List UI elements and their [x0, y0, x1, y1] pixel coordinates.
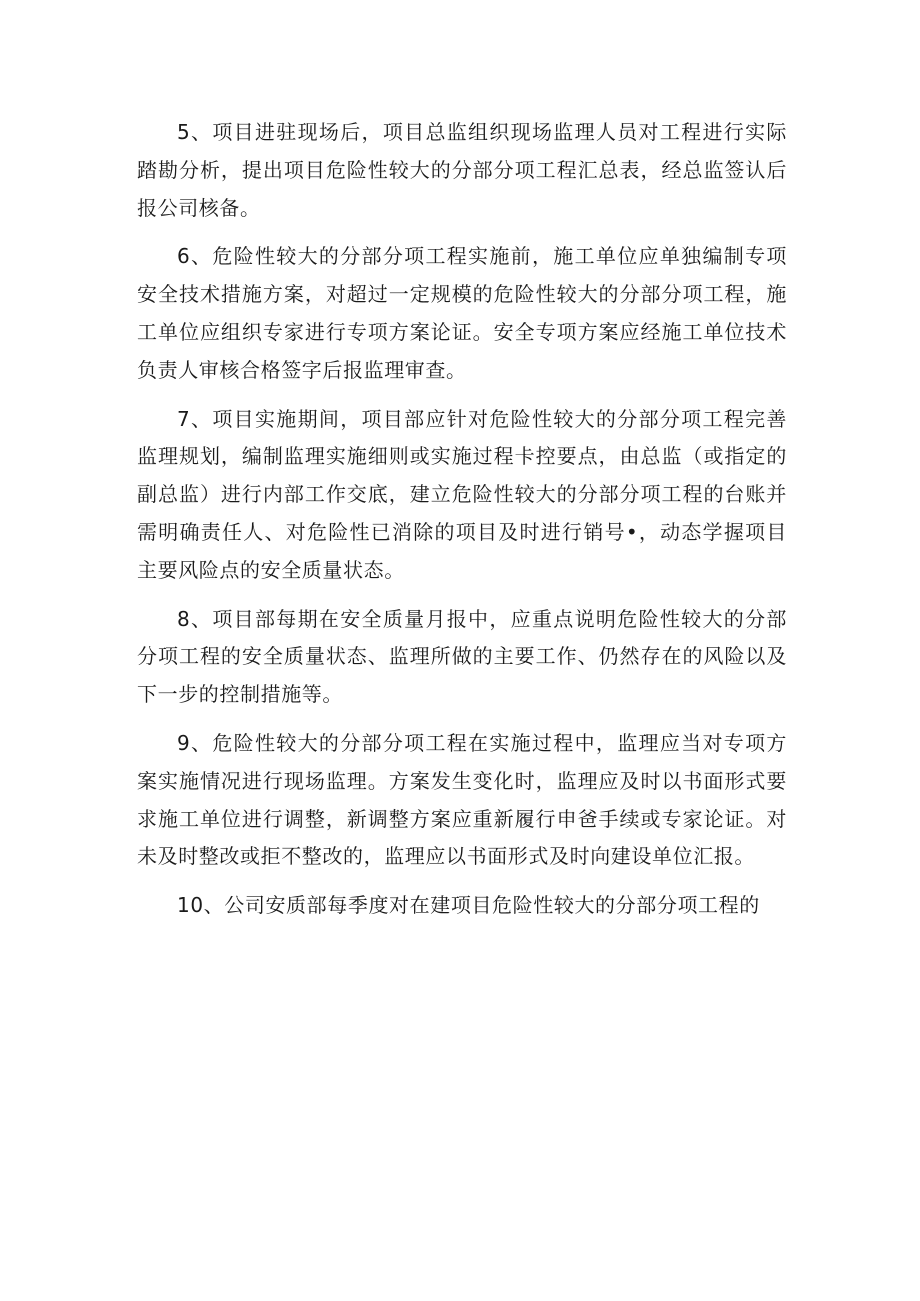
document-body: [137, 114, 787, 936]
paragraph-item-9: 9、危险性较大的分部分项工程在实施过程中，监理应当对专项方案实施情况进行现场监理。方案发生变化时，监理应及时以书面形式要求施工单位进行调整，新调整方案应重新履行申爸手续或专家论证。对未及时整改或拒不整改的，监理应以书面形式及时向建设单位汇报。: [137, 730, 787, 869]
paragraph-item-7: 7、项目实施期间，项目部应针对危险性较大的分部分项工程完善监理规划，编制监理实施细则或实施过程卡控要点，由总监（或指定的副总监）进行内部工作交底，建立危险性较大的分部分项工程的台账并需明确责任人、对危险性已消除的项目及时进行销号•，动态学握项目主要风险点的安全质量状态。: [137, 406, 787, 582]
paragraph-item-8: 8、项目部每期在安全质量月报中，应重点说明危险性较大的分部分项工程的安全质量状态、监理所做的主要工作、仍然存在的风险以及下一步的控制措施等。: [137, 606, 787, 707]
paragraph-item-10: 10、公司安质部每季度对在建项目危险性较大的分部分项工程的: [177, 893, 760, 918]
paragraph-item-6: 6、危险性较大的分部分项工程实施前，施工单位应单独编制专项安全技术措施方案，对超过一定规模的危险性较大的分部分项工程，施工单位应组织专家进行专项方案论证。安全专项方案应经施工单位技术负责人审核合格签字后报监理审查。: [137, 244, 787, 382]
paragraph-item-5: 5、项目进驻现场后，项目总监组织现场监理人员对工程进行实际踏勘分析，提出项目危险性较大的分部分项工程汇总表，经总监签认后报公司核备。: [137, 120, 787, 220]
